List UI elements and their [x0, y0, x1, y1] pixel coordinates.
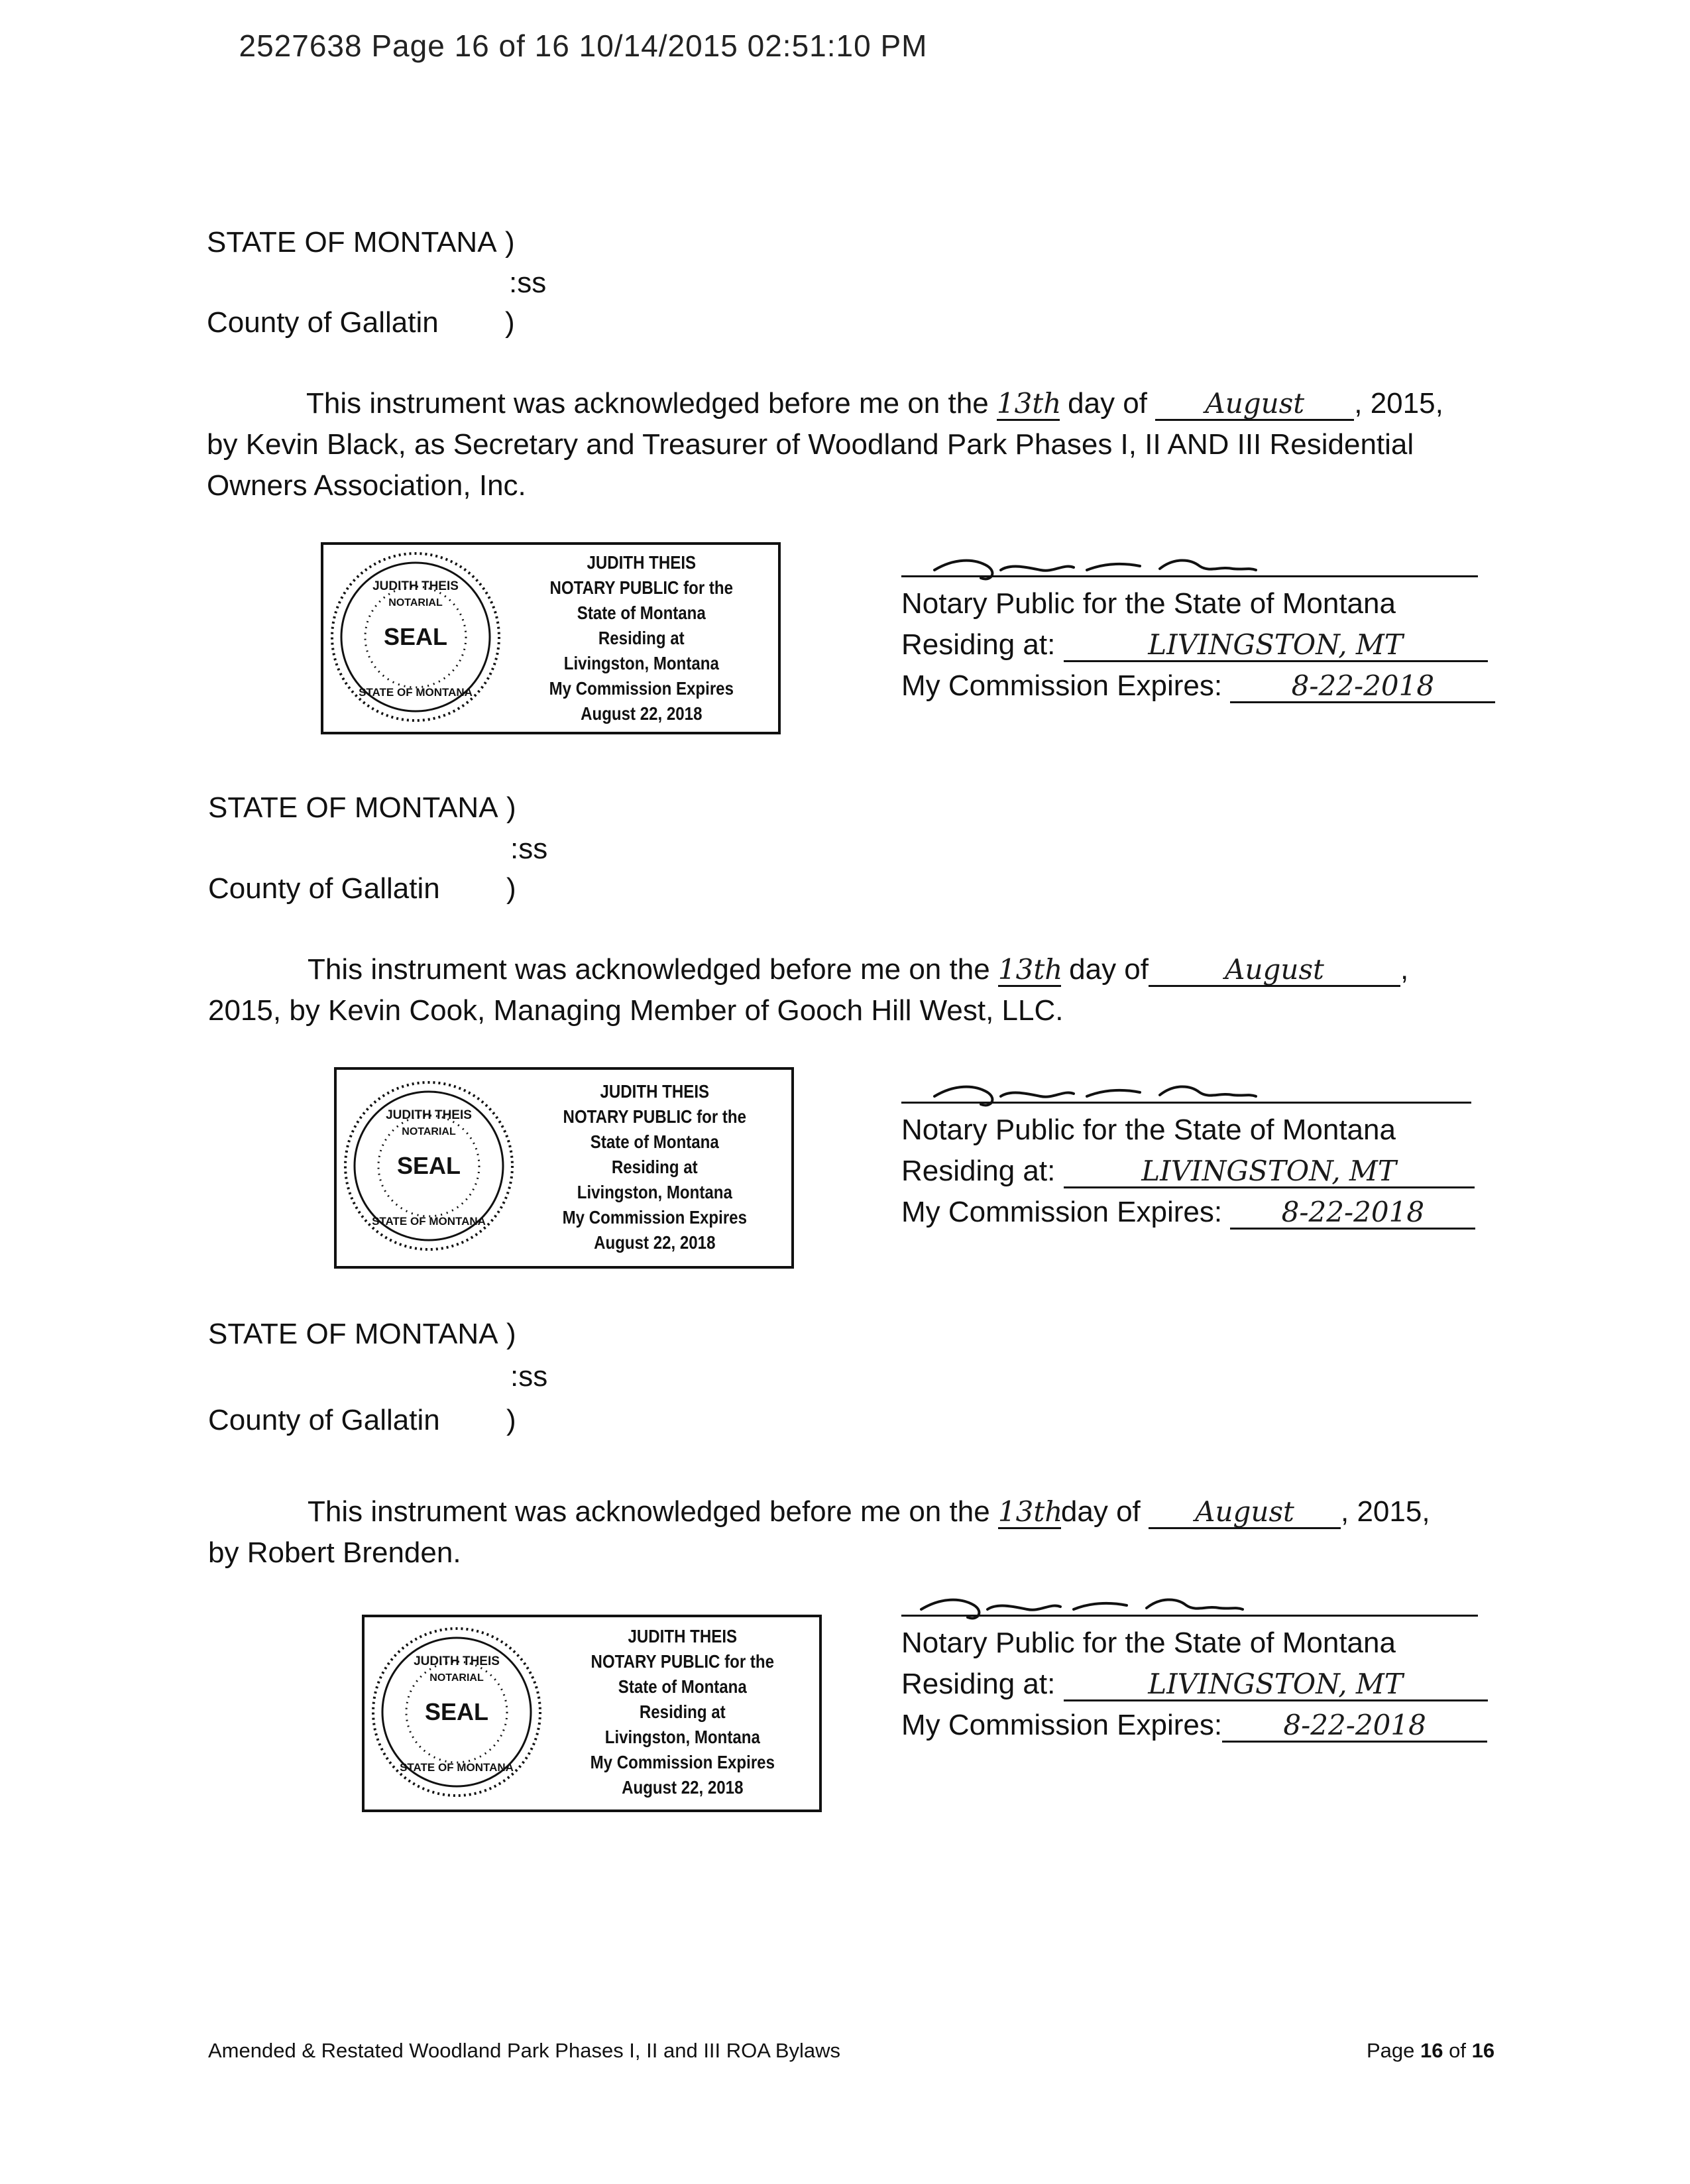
notary-seal-icon — [341, 1078, 517, 1254]
ack-prefix: This instrument was acknowledged before me on the — [308, 1495, 990, 1528]
expires-label: My Commission Expires: — [901, 1709, 1223, 1741]
signature-line — [901, 575, 1478, 577]
venue-county: County of Gallatin — [208, 872, 440, 905]
ack-line-3: Owners Association, Inc. — [207, 469, 526, 502]
ack-day-of: day of — [1069, 953, 1149, 986]
stamp-line2: NOTARY PUBLIC for the — [591, 1651, 775, 1672]
venue-state: STATE OF MONTANA — [208, 791, 498, 824]
footer-page-total: 16 — [1471, 2039, 1495, 2062]
svg-text:NOTARIAL: NOTARIAL — [402, 1126, 456, 1137]
residing-value: LIVINGSTON, MT — [1064, 630, 1488, 662]
venue-paren-top: ) — [505, 226, 515, 259]
venue-paren-bottom: ) — [506, 1404, 516, 1436]
residing-row — [901, 624, 1488, 665]
stamp-line6: My Commission Expires — [590, 1752, 775, 1772]
venue-ss: :ss — [510, 833, 548, 865]
handwritten-signature-icon — [928, 1070, 1272, 1110]
expires-row — [901, 1192, 1475, 1233]
svg-text:JUDITH THEIS: JUDITH THEIS — [372, 579, 459, 593]
stamp-line6: My Commission Expires — [562, 1207, 747, 1228]
ack-line-1 — [308, 949, 1408, 990]
residing-label: Residing at: — [901, 628, 1056, 661]
svg-text:SEAL: SEAL — [424, 1698, 489, 1725]
svg-text:SEAL: SEAL — [383, 623, 448, 650]
residing-label: Residing at: — [901, 1155, 1056, 1187]
footer-document-title: Amended & Restated Woodland Park Phases I, II and III ROA Bylaws — [208, 2039, 841, 2062]
ack-line-2: 2015, by Kevin Cook, Managing Member of Gooch Hill West, LLC. — [208, 994, 1064, 1027]
stamp-line5: Livingston, Montana — [563, 653, 719, 673]
venue-county: County of Gallatin — [208, 1404, 440, 1436]
ack-line-2: by Kevin Black, as Secretary and Treasurer of Woodland Park Phases I, II AND III Residential — [207, 428, 1414, 461]
stamp-line3: State of Montana — [590, 1131, 719, 1152]
svg-text:NOTARIAL: NOTARIAL — [429, 1672, 484, 1684]
ack-day-handwritten: 13th — [996, 387, 1062, 420]
svg-text:STATE OF MONTANA: STATE OF MONTANA — [359, 686, 473, 699]
ack-year: , 2015, — [1354, 387, 1443, 420]
ack-prefix: This instrument was acknowledged before me on the — [306, 387, 989, 420]
venue-paren-bottom: ) — [505, 306, 515, 339]
ack-year: , 2015, — [1341, 1495, 1430, 1528]
stamp-line7: August 22, 2018 — [581, 703, 703, 724]
ack-line-1 — [308, 1491, 1430, 1532]
stamp-line7: August 22, 2018 — [622, 1777, 744, 1798]
footer-page-number — [1367, 2039, 1494, 2063]
svg-text:STATE OF MONTANA: STATE OF MONTANA — [372, 1215, 486, 1228]
venue-ss: :ss — [509, 266, 547, 299]
ack-day-handwritten: 13th — [997, 953, 1063, 986]
svg-text:STATE OF MONTANA: STATE OF MONTANA — [400, 1761, 514, 1774]
venue-paren-top: ) — [506, 1318, 516, 1350]
svg-text:JUDITH THEIS: JUDITH THEIS — [414, 1654, 500, 1668]
stamp-line6: My Commission Expires — [549, 678, 734, 699]
ack-day-of: day of — [1068, 387, 1148, 420]
ack-prefix: This instrument was acknowledged before me on the — [308, 953, 990, 986]
venue-county: County of Gallatin — [207, 306, 439, 339]
ack-line-2: by Robert Brenden. — [208, 1536, 461, 1569]
notary-title: Notary Public for the State of Montana — [901, 1114, 1396, 1146]
venue-paren-top: ) — [506, 791, 516, 824]
notary-seal-icon — [327, 549, 504, 725]
notary-stamp — [334, 1067, 794, 1269]
notary-stamp-text — [524, 1079, 786, 1255]
residing-row — [901, 1664, 1488, 1705]
signature-line — [901, 1102, 1471, 1104]
stamp-line3: State of Montana — [577, 603, 706, 623]
ack-month-handwritten: August — [1149, 954, 1400, 987]
svg-text:JUDITH THEIS: JUDITH THEIS — [386, 1108, 472, 1122]
stamp-name: JUDITH THEIS — [600, 1081, 710, 1102]
venue-state: STATE OF MONTANA — [207, 226, 497, 259]
stamp-name: JUDITH THEIS — [587, 552, 697, 573]
notary-stamp — [321, 542, 781, 734]
residing-row — [901, 1151, 1475, 1192]
ack-month-handwritten: August — [1155, 388, 1354, 421]
notary-title: Notary Public for the State of Montana — [901, 1627, 1396, 1659]
expires-row — [901, 665, 1495, 707]
recording-stamp-header: 2527638 Page 16 of 16 10/14/2015 02:51:10 PM — [239, 29, 928, 63]
ack-year: , — [1400, 953, 1409, 986]
expires-label: My Commission Expires: — [901, 1196, 1223, 1228]
footer-page-mid: of — [1443, 2039, 1472, 2062]
expires-row — [901, 1705, 1487, 1746]
venue-ss: :ss — [510, 1360, 548, 1393]
stamp-line4: Residing at — [611, 1157, 698, 1177]
notary-stamp — [362, 1615, 822, 1812]
notary-stamp-text — [510, 550, 773, 726]
notary-seal-icon — [368, 1624, 545, 1800]
venue-paren-bottom: ) — [506, 872, 516, 905]
stamp-line2: NOTARY PUBLIC for the — [549, 577, 734, 598]
stamp-name: JUDITH THEIS — [628, 1626, 738, 1646]
residing-value: LIVINGSTON, MT — [1064, 1669, 1488, 1701]
svg-text:NOTARIAL: NOTARIAL — [388, 597, 443, 608]
notary-title: Notary Public for the State of Montana — [901, 587, 1396, 620]
handwritten-signature-icon — [928, 544, 1272, 583]
stamp-line5: Livingston, Montana — [577, 1182, 732, 1202]
stamp-line3: State of Montana — [618, 1676, 747, 1697]
expires-value: 8-22-2018 — [1230, 1197, 1475, 1230]
stamp-line4: Residing at — [639, 1701, 726, 1722]
stamp-line2: NOTARY PUBLIC for the — [563, 1106, 747, 1127]
svg-text:SEAL: SEAL — [396, 1152, 461, 1179]
stamp-line4: Residing at — [598, 628, 685, 648]
ack-line-1 — [306, 383, 1443, 424]
expires-value: 8-22-2018 — [1222, 1710, 1487, 1743]
ack-day-handwritten: 13th — [997, 1495, 1063, 1528]
handwritten-signature-icon — [915, 1583, 1259, 1623]
footer-page-num: 16 — [1420, 2039, 1443, 2062]
ack-day-of: day of — [1060, 1495, 1141, 1528]
footer-page-prefix: Page — [1367, 2039, 1421, 2062]
signature-line — [901, 1615, 1478, 1617]
venue-state: STATE OF MONTANA — [208, 1318, 498, 1350]
stamp-line5: Livingston, Montana — [604, 1727, 760, 1747]
residing-value: LIVINGSTON, MT — [1064, 1156, 1475, 1188]
ack-month-handwritten: August — [1149, 1497, 1341, 1529]
stamp-line7: August 22, 2018 — [594, 1232, 716, 1253]
expires-label: My Commission Expires: — [901, 669, 1223, 702]
residing-label: Residing at: — [901, 1668, 1056, 1700]
notary-stamp-text — [551, 1624, 814, 1800]
expires-value: 8-22-2018 — [1230, 671, 1495, 703]
